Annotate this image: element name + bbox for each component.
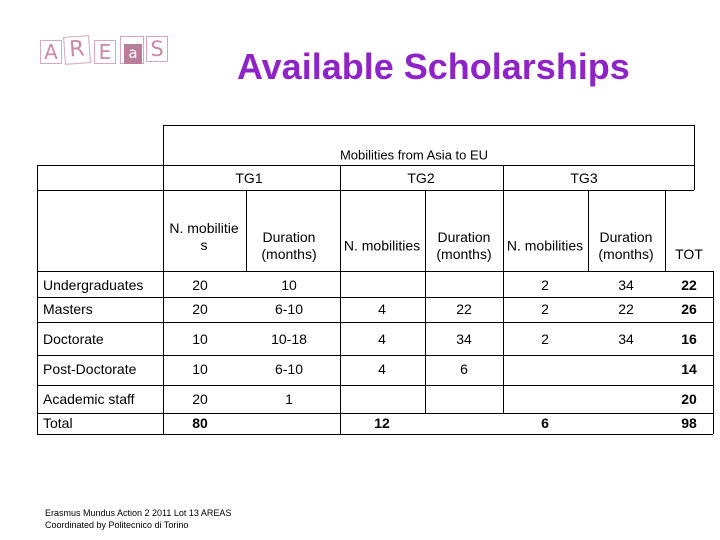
table-rule [425, 190, 426, 413]
table-rule [163, 125, 164, 434]
table-cell-tg1-n: 10 [192, 361, 208, 377]
table-cell-tg3-n: 6 [541, 415, 549, 431]
table-rule [37, 297, 713, 298]
row-label: Total [43, 415, 73, 431]
table-cell-tg1-dur: 10-18 [271, 331, 307, 347]
table-cell-tg3-n: 2 [541, 277, 549, 293]
table-cell-tg3-n: 2 [541, 301, 549, 317]
table-cell-tg3-dur: 22 [618, 301, 634, 317]
table-cell-tg2-dur: 34 [456, 331, 472, 347]
table-cell-tg3-n: 2 [541, 331, 549, 347]
table-cell-tg1-dur: 1 [285, 391, 293, 407]
table-rule [665, 190, 666, 271]
col-header-tg3-mobilities: N. mobilities [506, 237, 584, 254]
group-header-tg3: TG3 [570, 170, 598, 186]
logo-letter: R [63, 35, 91, 65]
table-cell-tot: 98 [681, 415, 697, 431]
table-cell-tg1-n: 20 [192, 301, 208, 317]
table-cell-tg2-n: 4 [378, 331, 386, 347]
table-cell-tot: 22 [681, 277, 697, 293]
group-header-tg2: TG2 [407, 170, 435, 186]
row-label: Doctorate [43, 331, 104, 347]
table-rule [37, 271, 713, 272]
table-cell-tg2-dur: 22 [456, 301, 472, 317]
row-label: Undergraduates [43, 277, 144, 293]
table-rule [37, 190, 694, 191]
table-cell-tot: 20 [681, 391, 697, 407]
table-cell-tot: 26 [681, 301, 697, 317]
table-rule [713, 271, 714, 434]
table-cell-tg1-n: 10 [192, 331, 208, 347]
col-header-tg3-duration: Duration (months) [598, 229, 654, 262]
row-label: Post-Doctorate [43, 361, 137, 377]
col-header-tg1-duration: Duration (months) [261, 229, 317, 262]
table-rule [246, 190, 247, 271]
logo-letter: E [94, 40, 116, 64]
group-header-tg1: TG1 [235, 170, 263, 186]
page-title: Available Scholarships [237, 46, 630, 87]
table-cell-tot: 16 [681, 331, 697, 347]
col-header-tg2-mobilities: N. mobilities [343, 237, 421, 254]
areas-logo [38, 34, 170, 70]
table-cell-tot: 14 [681, 361, 697, 377]
col-header-tg2-duration: Duration (months) [436, 229, 492, 262]
table-cell-tg1-dur: 10 [281, 277, 297, 293]
table-rule [37, 355, 713, 356]
logo-letter: a [124, 44, 142, 64]
table-rule [37, 385, 713, 386]
row-label: Academic staff [43, 391, 135, 407]
logo-letter: A [40, 40, 62, 64]
table-cell-tg1-dur: 6-10 [274, 361, 304, 377]
table-cell-tg2-n: 4 [378, 301, 386, 317]
table-cell-tg1-n: 20 [192, 277, 208, 293]
table-cell-tg2-n: 12 [374, 415, 390, 431]
table-rule [37, 413, 713, 414]
table-cell-tg1-dur: 6-10 [274, 301, 304, 317]
footer-line: Coordinated by Politecnico di Torino [45, 520, 189, 530]
table-rule [503, 165, 504, 413]
col-header-tg1-mobilities: N. mobilitie s [169, 220, 239, 253]
footer-line: Erasmus Mundus Action 2 2011 Lot 13 AREAS [45, 508, 232, 518]
table-cell-tg3-dur: 34 [618, 331, 634, 347]
table-cell-tg1-n: 80 [192, 415, 208, 431]
table-cell-tg3-dur: 34 [618, 277, 634, 293]
col-header-total: TOT [675, 246, 703, 262]
row-label: Masters [43, 301, 93, 317]
logo-letter: S [146, 36, 168, 62]
table-rule [163, 125, 694, 126]
table-cell-tg2-n: 4 [378, 361, 386, 377]
table-rule [37, 322, 713, 323]
table-rule [340, 165, 341, 434]
footer-note [45, 507, 231, 531]
table-rule [37, 165, 38, 434]
table-cell-tg1-n: 20 [192, 391, 208, 407]
table-rule [694, 125, 695, 190]
table-banner: Mobilities from Asia to EU [339, 147, 489, 163]
table-rule [37, 434, 713, 435]
table-rule [37, 165, 694, 166]
table-cell-tg2-dur: 6 [460, 361, 468, 377]
